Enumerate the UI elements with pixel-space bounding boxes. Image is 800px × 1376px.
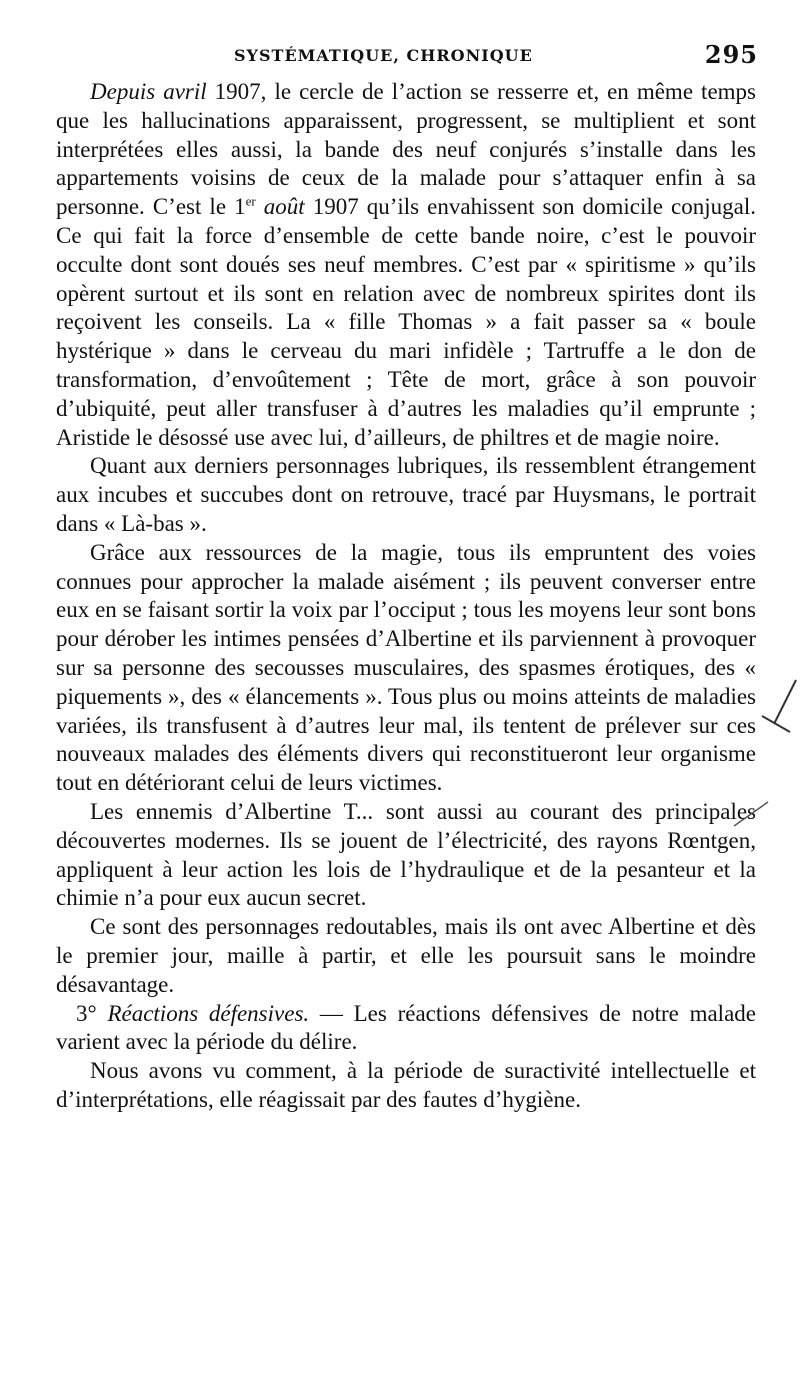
paragraph-4: Les ennemis d’Albertine T... sont aussi au courant des principales découvertes modernes. Ils se jouent de l’électricité, des rayons Rœntgen, appliquent à leur action les lois de l’hydraulique et de la pesanteur et la chimie n’a pour eux aucun secret. xyxy=(56,798,756,911)
month-emphasis: août xyxy=(255,194,305,220)
paragraph-5: Ce sont des personnages redoutables, mais ils ont avec Albertine et dès le premier jour, maille à partir, et elle les poursuit sans le moindre désavantage. xyxy=(56,914,756,997)
paragraph-1-text: 1907, le cercle de l’action se resserre et, en même temps que les hallucinations apparaissent, progressent, se multiplient et sont interprétées elles aussi, la bande des neuf conjurés s’installe dans les appartements voisins de ceux de la malade pour s’attaquer enfin à sa personne. C’est le 1 xyxy=(56,79,757,220)
handwritten-margin-line xyxy=(732,796,772,836)
superscript-er: er xyxy=(245,193,256,209)
paragraph-1-text-continued: 1907 qu’ils envahissent son domicile conjugal. Ce qui fait la force d’ensemble de cette bande noire, c’est le pouvoir occulte dont sont doués ses neuf membres. C’est par « spiritisme » qu’ils opèrent surtout et ils sont en relation avec de nombreux spirites dont ils reçoivent les conseils. La « fille Thomas » a fait passer sa « boule hystérique » dans le cerveau du mari infidèle ; Tartruffe a le don de transformation, d’envoûtement ; Tête de mort, grâce à son pouvoir d’ubiquité, peut aller transfuser à d’autres les maladies qu’il emprunte ; Aristide le désossé use avec lui, d’ailleurs, de philtres et de magie noire. xyxy=(56,194,757,450)
paragraph-7: Nous avons vu comment, à la période de suractivité intellectuelle et d’interprétations, elle réagissait par des fautes d’hygiène. xyxy=(56,1058,756,1112)
section-number: 3° xyxy=(76,1000,97,1026)
paragraph-1 xyxy=(56,78,756,452)
paragraph-3: Grâce aux ressources de la magie, tous ils empruntent des voies connues pour approcher la malade aisément ; ils peuvent converser entre eux en se faisant sortir la voix par l’occiput ; tous les moyens leur sont bons pour dérober les intimes pensées d’Albertine et ils parviennent à provoquer sur sa personne des secousses musculaires, des spasmes érotiques, des « piquements », des « élancements ». Tous plus ou moins atteints de maladies variées, ils transfusent à d’autres leur mal, ils tentent de prélever sur ces nouveaux malades des éléments divers qui reconstitueront leur organisme tout en détériorant celui de leurs victimes. xyxy=(56,539,756,796)
page-header xyxy=(56,38,760,78)
body-text xyxy=(56,78,756,1115)
running-head: SYSTÉMATIQUE, CHRONIQUE xyxy=(234,46,533,65)
section-heading-text: — Les réactions défensives de notre malade varient avec la période du délire. xyxy=(56,1000,756,1055)
paragraph-2: Quant aux derniers personnages lubriques, ils ressemblent étrangement aux incubes et succubes dont on retrouve, tracé par Huysmans, le portrait dans « Là-bas ». xyxy=(56,453,756,536)
section-heading: Réactions défensives. xyxy=(96,1000,310,1026)
date-emphasis: Depuis avril xyxy=(90,79,207,104)
section-heading-paragraph xyxy=(56,1000,756,1058)
page-number: 295 xyxy=(704,40,758,69)
handwritten-cross-mark xyxy=(760,676,800,736)
